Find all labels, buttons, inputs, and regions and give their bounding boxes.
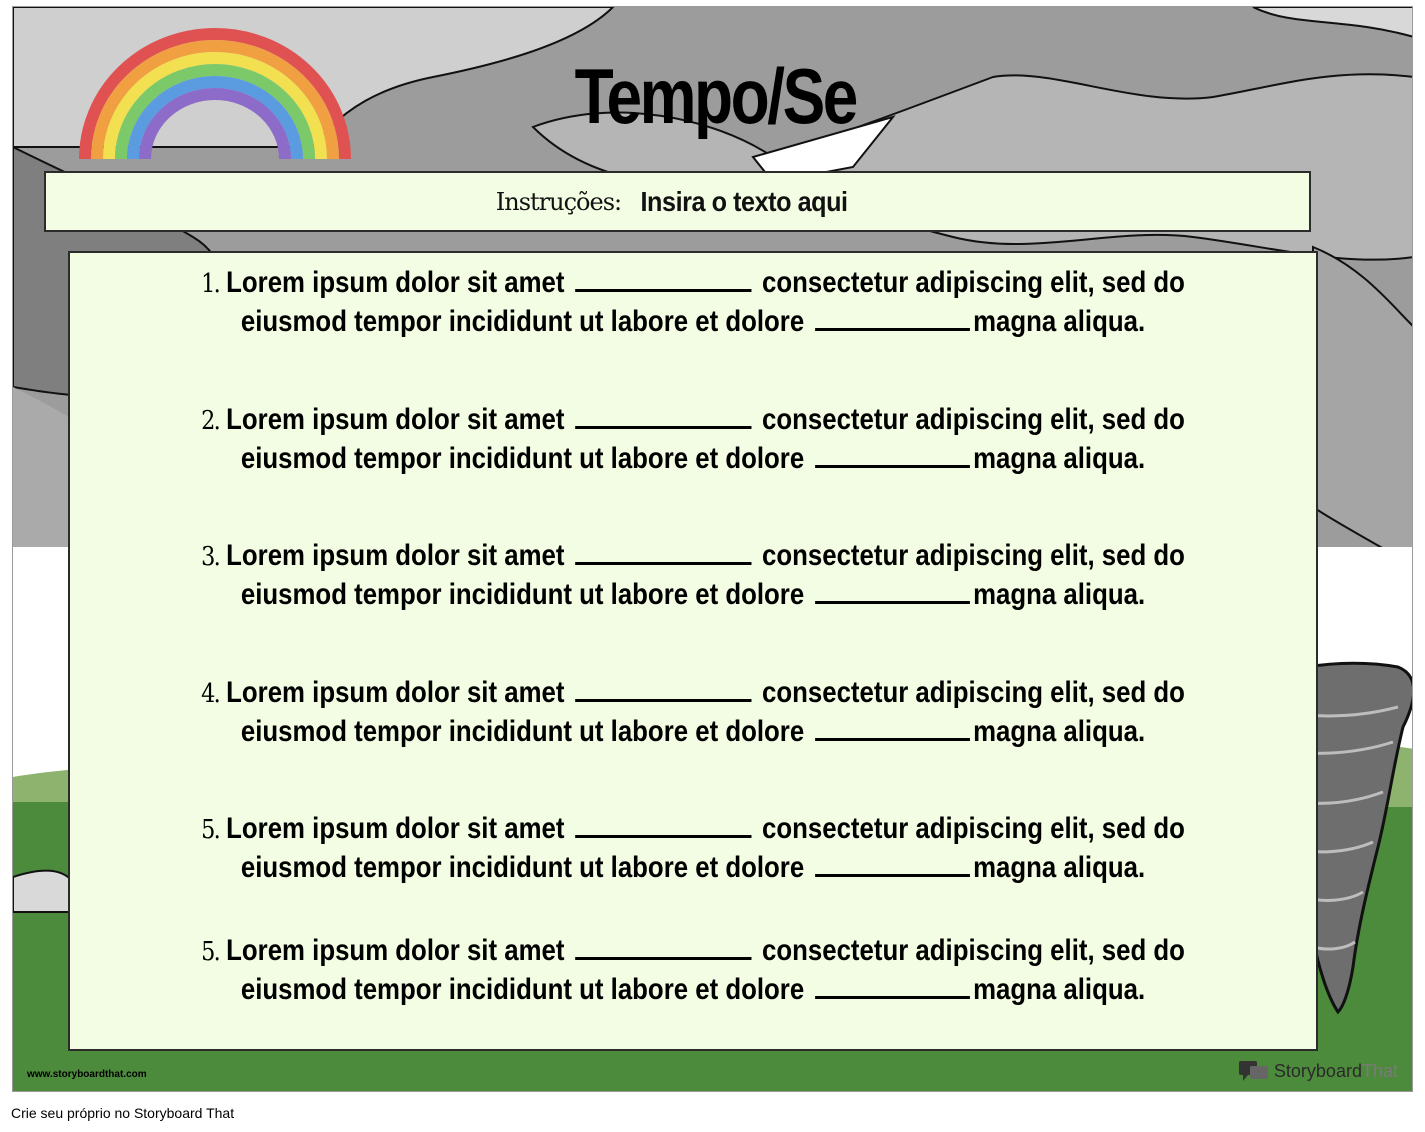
list-item	[70, 673, 1316, 750]
questions-panel	[68, 251, 1318, 1051]
item-text: consectetur adipiscing elit, sed do	[762, 934, 1185, 967]
item-text: eiusmod tempor incididunt ut labore et dolore	[240, 305, 805, 338]
list-item	[70, 400, 1316, 477]
item-number: 2.	[201, 406, 219, 436]
item-number: 4.	[201, 679, 219, 709]
blank-line[interactable]	[815, 302, 970, 331]
item-text: magna aliqua.	[973, 442, 1146, 475]
item-text: Lorem ipsum dolor sit amet	[226, 812, 565, 845]
item-text: consectetur adipiscing elit, sed do	[762, 539, 1185, 572]
page-title: Tempo/Se	[574, 52, 856, 140]
footer-link[interactable]: Crie seu próprio no Storyboard That	[11, 1105, 235, 1121]
blank-line[interactable]	[815, 575, 970, 604]
item-number: 1.	[201, 269, 219, 299]
item-number: 3.	[201, 542, 219, 572]
instructions-text: Insira o texto aqui	[640, 185, 848, 217]
blank-line[interactable]	[575, 400, 751, 429]
item-text: eiusmod tempor incididunt ut labore et dolore	[240, 973, 805, 1006]
blank-line[interactable]	[575, 673, 751, 702]
item-text: Lorem ipsum dolor sit amet	[226, 676, 565, 709]
list-item	[70, 931, 1316, 1008]
blank-line[interactable]	[575, 263, 751, 292]
brand-text: Storyboard	[1273, 1060, 1362, 1081]
item-number: 5.	[201, 815, 219, 845]
list-item	[70, 809, 1316, 886]
blank-line[interactable]	[575, 536, 751, 565]
item-text: consectetur adipiscing elit, sed do	[762, 676, 1185, 709]
item-text: magna aliqua.	[973, 973, 1146, 1006]
item-text: consectetur adipiscing elit, sed do	[762, 266, 1185, 299]
item-text: magna aliqua.	[973, 851, 1146, 884]
item-text: magna aliqua.	[973, 715, 1146, 748]
blank-line[interactable]	[815, 970, 970, 999]
blank-line[interactable]	[815, 848, 970, 877]
item-text: eiusmod tempor incididunt ut labore et dolore	[240, 851, 805, 884]
item-text: Lorem ipsum dolor sit amet	[226, 403, 565, 436]
item-text: eiusmod tempor incididunt ut labore et dolore	[240, 578, 805, 611]
item-text: consectetur adipiscing elit, sed do	[762, 403, 1185, 436]
worksheet-frame	[12, 6, 1413, 1092]
blank-line[interactable]	[815, 712, 970, 741]
instructions-box	[44, 171, 1311, 232]
item-text: eiusmod tempor incididunt ut labore et dolore	[240, 715, 805, 748]
item-text: consectetur adipiscing elit, sed do	[762, 812, 1185, 845]
storyboardthat-logo-icon	[1238, 1059, 1270, 1083]
list-item	[70, 263, 1316, 340]
item-text: Lorem ipsum dolor sit amet	[226, 934, 565, 967]
item-text: Lorem ipsum dolor sit amet	[226, 539, 565, 572]
item-text: Lorem ipsum dolor sit amet	[226, 266, 565, 299]
blank-line[interactable]	[575, 809, 751, 838]
item-text: eiusmod tempor incididunt ut labore et dolore	[240, 442, 805, 475]
blank-line[interactable]	[575, 931, 751, 960]
item-text: magna aliqua.	[973, 305, 1146, 338]
list-item	[70, 536, 1316, 613]
instructions-label: Instruções:	[495, 187, 622, 216]
watermark-url: www.storyboardthat.com	[27, 1069, 147, 1080]
storyboardthat-brand[interactable]	[1238, 1059, 1398, 1083]
brand-text-accent: That	[1361, 1060, 1398, 1081]
item-text: magna aliqua.	[973, 578, 1146, 611]
blank-line[interactable]	[815, 439, 970, 468]
item-number: 5.	[201, 937, 219, 967]
